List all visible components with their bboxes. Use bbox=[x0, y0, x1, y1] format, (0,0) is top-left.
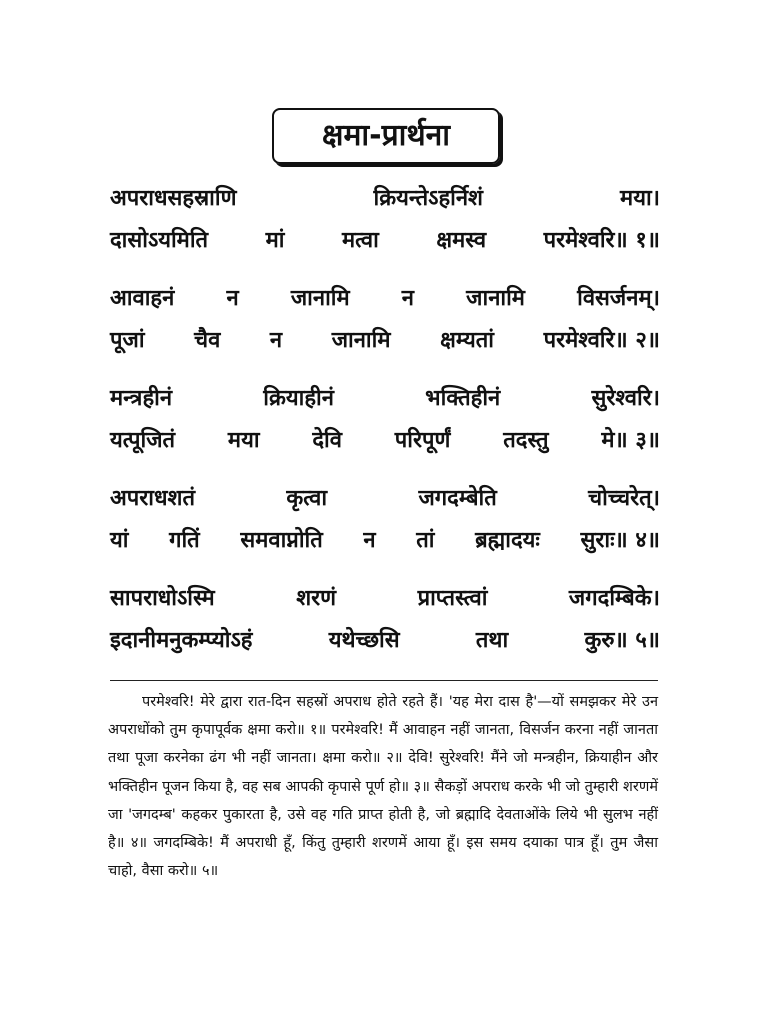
verse-word: जानामि bbox=[290, 286, 350, 311]
verse-word: सुरेश्वरि। bbox=[591, 386, 660, 411]
verse-word: ब्रह्मादयः bbox=[475, 528, 540, 553]
verse-word: कृत्वा bbox=[286, 486, 328, 511]
title-box bbox=[272, 108, 500, 164]
verse-word: जगदम्बिके। bbox=[568, 586, 660, 611]
verse-word: मे॥ ३॥ bbox=[601, 428, 660, 453]
verse-word: इदानीमनुकम्प्योऽहं bbox=[110, 628, 253, 653]
verse-word: भक्तिहीनं bbox=[425, 386, 501, 411]
verse-word: मन्त्रहीनं bbox=[110, 386, 173, 411]
verse-word: चोच्चरेत्। bbox=[588, 486, 660, 511]
verse-word: अपराधशतं bbox=[110, 486, 196, 511]
verse-word: न bbox=[363, 528, 376, 553]
verse-word: परिपूर्णं bbox=[394, 428, 451, 453]
verse-word: दासोऽयमिति bbox=[110, 228, 209, 253]
verse-word: मया bbox=[227, 428, 260, 453]
verse-word: तथा bbox=[475, 628, 509, 653]
verse-word: शरणं bbox=[296, 586, 337, 611]
verse-word: परमेश्वरि॥ १॥ bbox=[543, 228, 660, 253]
verse-word: मया। bbox=[620, 186, 660, 211]
verse-line bbox=[110, 320, 660, 362]
verse-line bbox=[110, 520, 660, 562]
verse-word: जानामि bbox=[331, 328, 391, 353]
verse-word: विसर्जनम्। bbox=[577, 286, 660, 311]
verse-word: यत्पूजितं bbox=[110, 428, 176, 453]
verse-word: जानामि bbox=[466, 286, 525, 311]
verse-line bbox=[110, 420, 660, 462]
verse-word: अपराधसहस्राणि bbox=[110, 186, 237, 211]
verse-1 bbox=[110, 178, 660, 262]
verse-line bbox=[110, 178, 660, 220]
verse-word: तदस्तु bbox=[503, 428, 549, 453]
verse-word: न bbox=[269, 328, 283, 353]
verse-line bbox=[110, 378, 660, 420]
verse-word: तां bbox=[416, 528, 435, 553]
verse-word: मत्वा bbox=[341, 228, 379, 253]
verse-3 bbox=[110, 378, 660, 462]
divider-rule bbox=[110, 680, 658, 681]
verse-word: देवि bbox=[312, 428, 342, 453]
verse-word: न bbox=[401, 286, 415, 311]
verse-line bbox=[110, 578, 660, 620]
verse-word: मां bbox=[265, 228, 285, 253]
verse-word: पूजां bbox=[110, 328, 145, 353]
verse-word: क्रियन्तेऽहर्निशं bbox=[373, 186, 484, 211]
verse-5 bbox=[110, 578, 660, 662]
verse-word: कुरु॥ ५॥ bbox=[584, 628, 660, 653]
verse-word: यथेच्छसि bbox=[328, 628, 400, 653]
verse-4 bbox=[110, 478, 660, 562]
verse-word: आवाहनं bbox=[110, 286, 175, 311]
verse-line bbox=[110, 278, 660, 320]
verse-word: सुराः॥ ४॥ bbox=[580, 528, 660, 553]
verse-word: न bbox=[226, 286, 239, 311]
verse-line bbox=[110, 620, 660, 662]
verse-word: गतिं bbox=[169, 528, 200, 553]
verse-line bbox=[110, 478, 660, 520]
verse-word: जगदम्बेति bbox=[418, 486, 497, 511]
page-title: क्षमा-प्रार्थना bbox=[321, 118, 451, 153]
verse-word: क्षम्यतां bbox=[440, 328, 494, 353]
verse-word: क्रियाहीनं bbox=[263, 386, 334, 411]
verse-word: परमेश्वरि॥ २॥ bbox=[543, 328, 660, 353]
verse-word: यां bbox=[110, 528, 129, 553]
verse-word: प्राप्तस्त्वां bbox=[417, 586, 488, 611]
verse-2 bbox=[110, 278, 660, 362]
translation-paragraph: परमेश्वरि! मेरे द्वारा रात-दिन सहस्रों अपराध होते रहते हैं। 'यह मेरा दास है'—यों समझकर मेरे उन अपराधोंको तुम कृपापूर्वक क्षमा करो॥ १॥ परमेश्वरि! मैं आवाहन नहीं जानता, विसर्जन करना नहीं जानता तथा पूजा करनेका ढंग भी नहीं जानता। क्षमा करो॥ २॥ देवि! सुरेश्वरि! मैंने जो मन्त्रहीन, क्रियाहीन और भक्तिहीन पूजन किया है, वह सब आपकी कृपासे पूर्ण हो॥ ३॥ सैकड़ों अपराध करके भी जो तुम्हारी शरणमें जा 'जगदम्ब' कहकर पुकारता है, उसे वह गति प्राप्त होती है, जो ब्रह्मादि देवताओंके लिये भी सुलभ नहीं है॥ ४॥ जगदम्बिके! मैं अपराधी हूँ, किंतु तुम्हारी शरणमें आया हूँ। इस समय दयाका पात्र हूँ। तुम जैसा चाहो, वैसा करो॥ ५॥ bbox=[108, 694, 658, 880]
verse-word: क्षमस्व bbox=[436, 228, 487, 253]
verse-word: चैव bbox=[194, 328, 221, 353]
verses-section bbox=[110, 178, 660, 678]
verse-word: समवाप्नोति bbox=[240, 528, 323, 553]
verse-word: सापराधोऽस्मि bbox=[110, 586, 215, 611]
verse-line bbox=[110, 220, 660, 262]
